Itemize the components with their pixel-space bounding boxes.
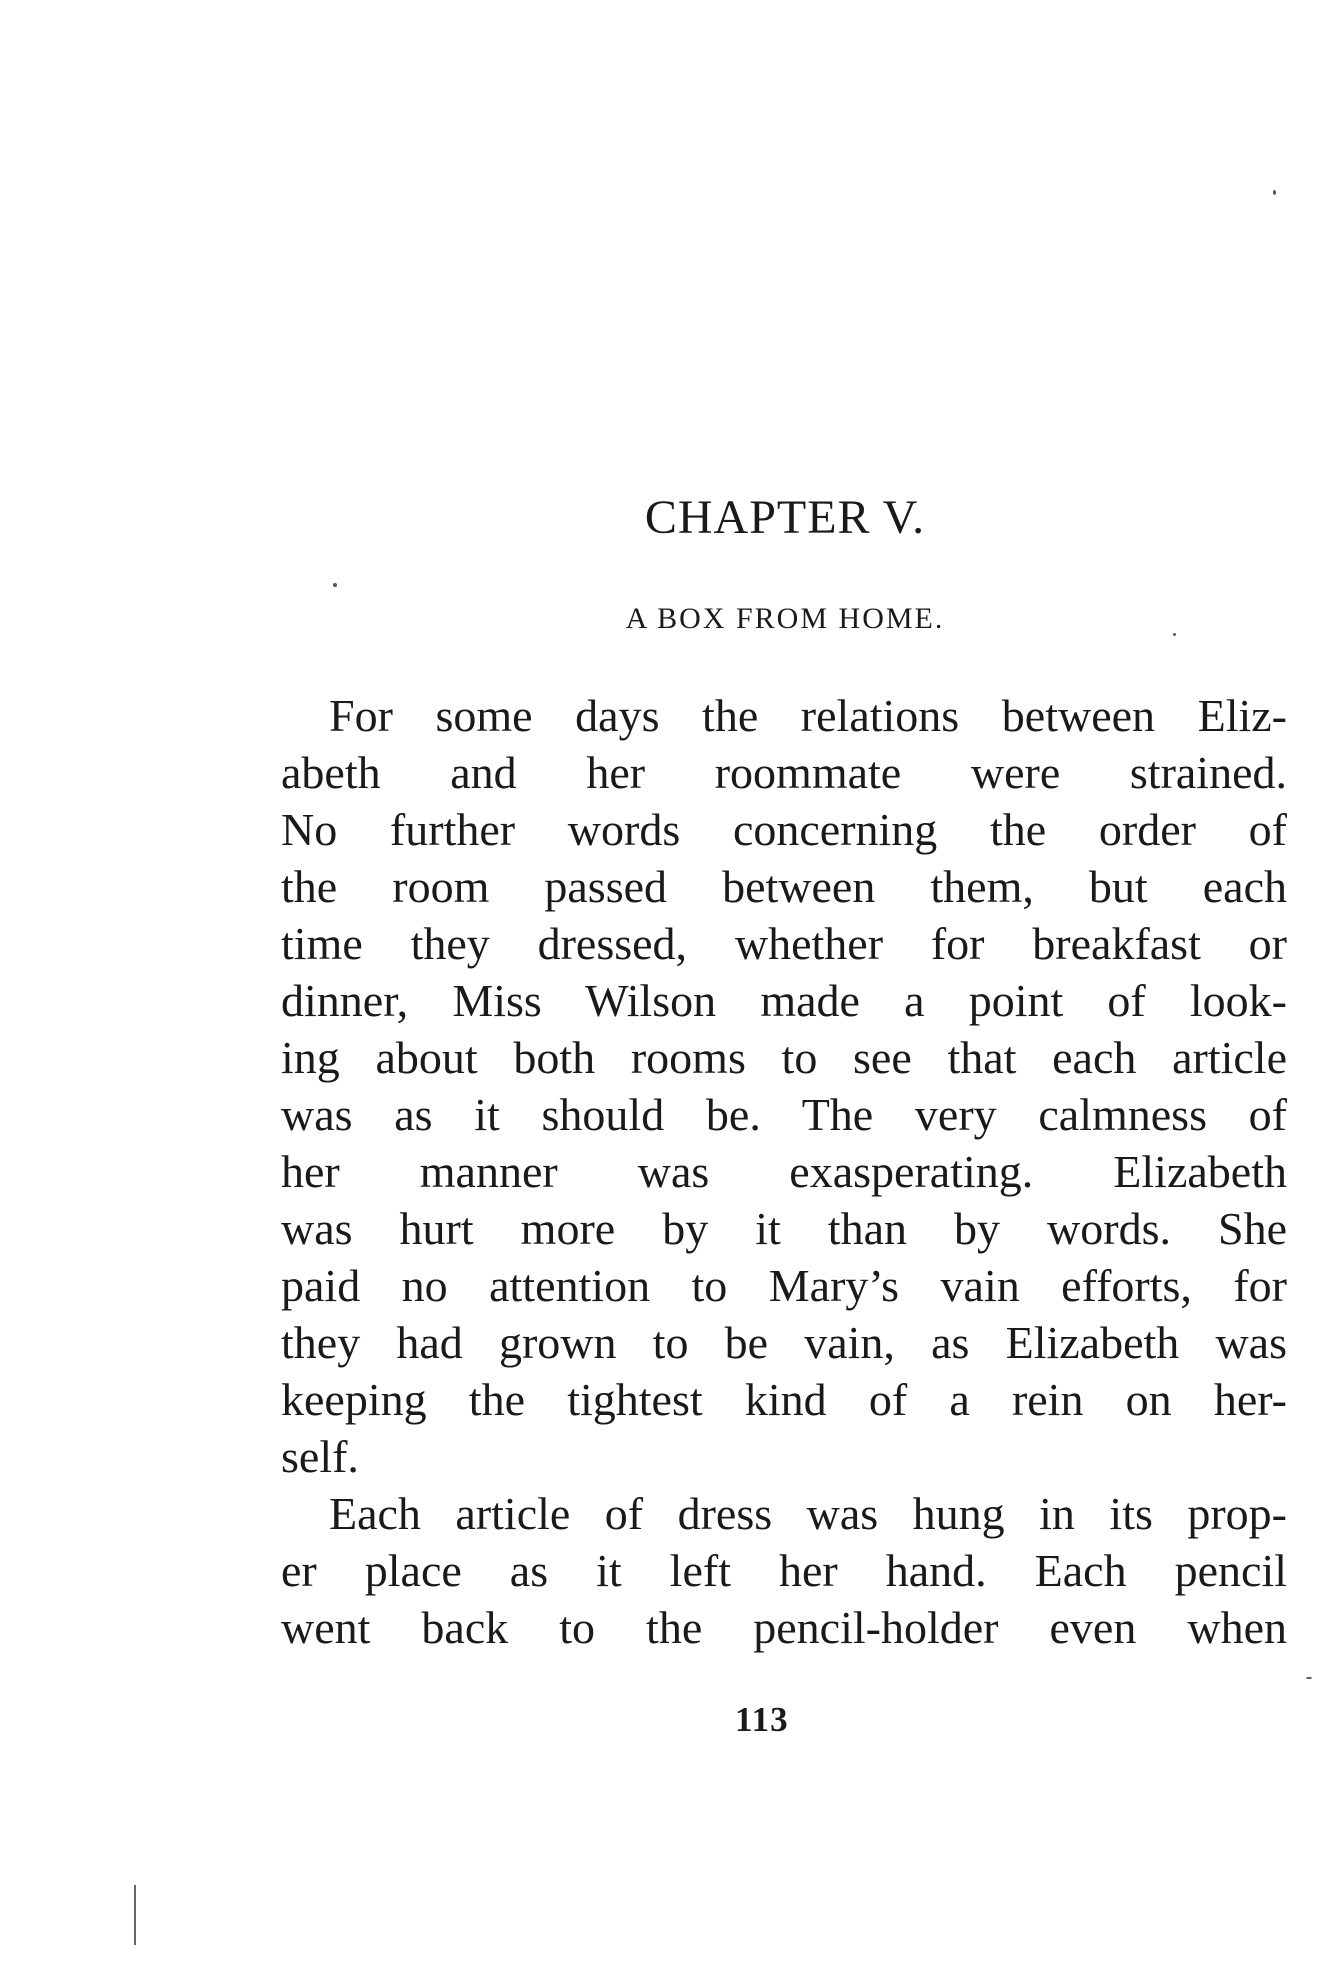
text-line: was hurt more by it than by words. She	[281, 1203, 1287, 1254]
scan-speck	[1306, 1677, 1312, 1679]
text-line: No further words concerning the order of	[281, 804, 1287, 855]
text-line: er place as it left her hand. Each pencil	[281, 1545, 1287, 1596]
scan-speck	[1273, 190, 1276, 195]
text-line: paid no attention to Mary’s vain efforts, for	[281, 1260, 1287, 1311]
scan-speck	[1173, 633, 1176, 636]
text-line: For some days the relations between Eliz-	[329, 690, 1287, 741]
page-number: 113	[735, 1700, 789, 1739]
text-line: ing about both rooms to see that each article	[281, 1032, 1287, 1083]
text-line: was as it should be. The very calmness of	[281, 1089, 1287, 1140]
chapter-subtitle: A BOX FROM HOME.	[625, 602, 945, 635]
text-line: dinner, Miss Wilson made a point of look-	[281, 975, 1287, 1026]
text-line: self.	[281, 1431, 359, 1482]
paragraph-2	[281, 1485, 1287, 1656]
scan-speck	[333, 583, 337, 587]
text-line: they had grown to be vain, as Elizabeth was	[281, 1317, 1287, 1368]
text-line: keeping the tightest kind of a rein on her-	[281, 1374, 1287, 1425]
text-line: abeth and her roommate were strained.	[281, 747, 1287, 798]
scan-edge-mark	[134, 1885, 136, 1945]
text-line: went back to the pencil-holder even when	[281, 1602, 1287, 1653]
text-line: her manner was exasperating. Elizabeth	[281, 1146, 1287, 1197]
chapter-title: CHAPTER V.	[644, 491, 926, 544]
body-text	[281, 687, 1287, 1656]
text-line: time they dressed, whether for breakfast or	[281, 918, 1287, 969]
text-line: the room passed between them, but each	[281, 861, 1287, 912]
paragraph-1	[281, 687, 1287, 1485]
text-line: Each article of dress was hung in its prop-	[329, 1488, 1287, 1539]
